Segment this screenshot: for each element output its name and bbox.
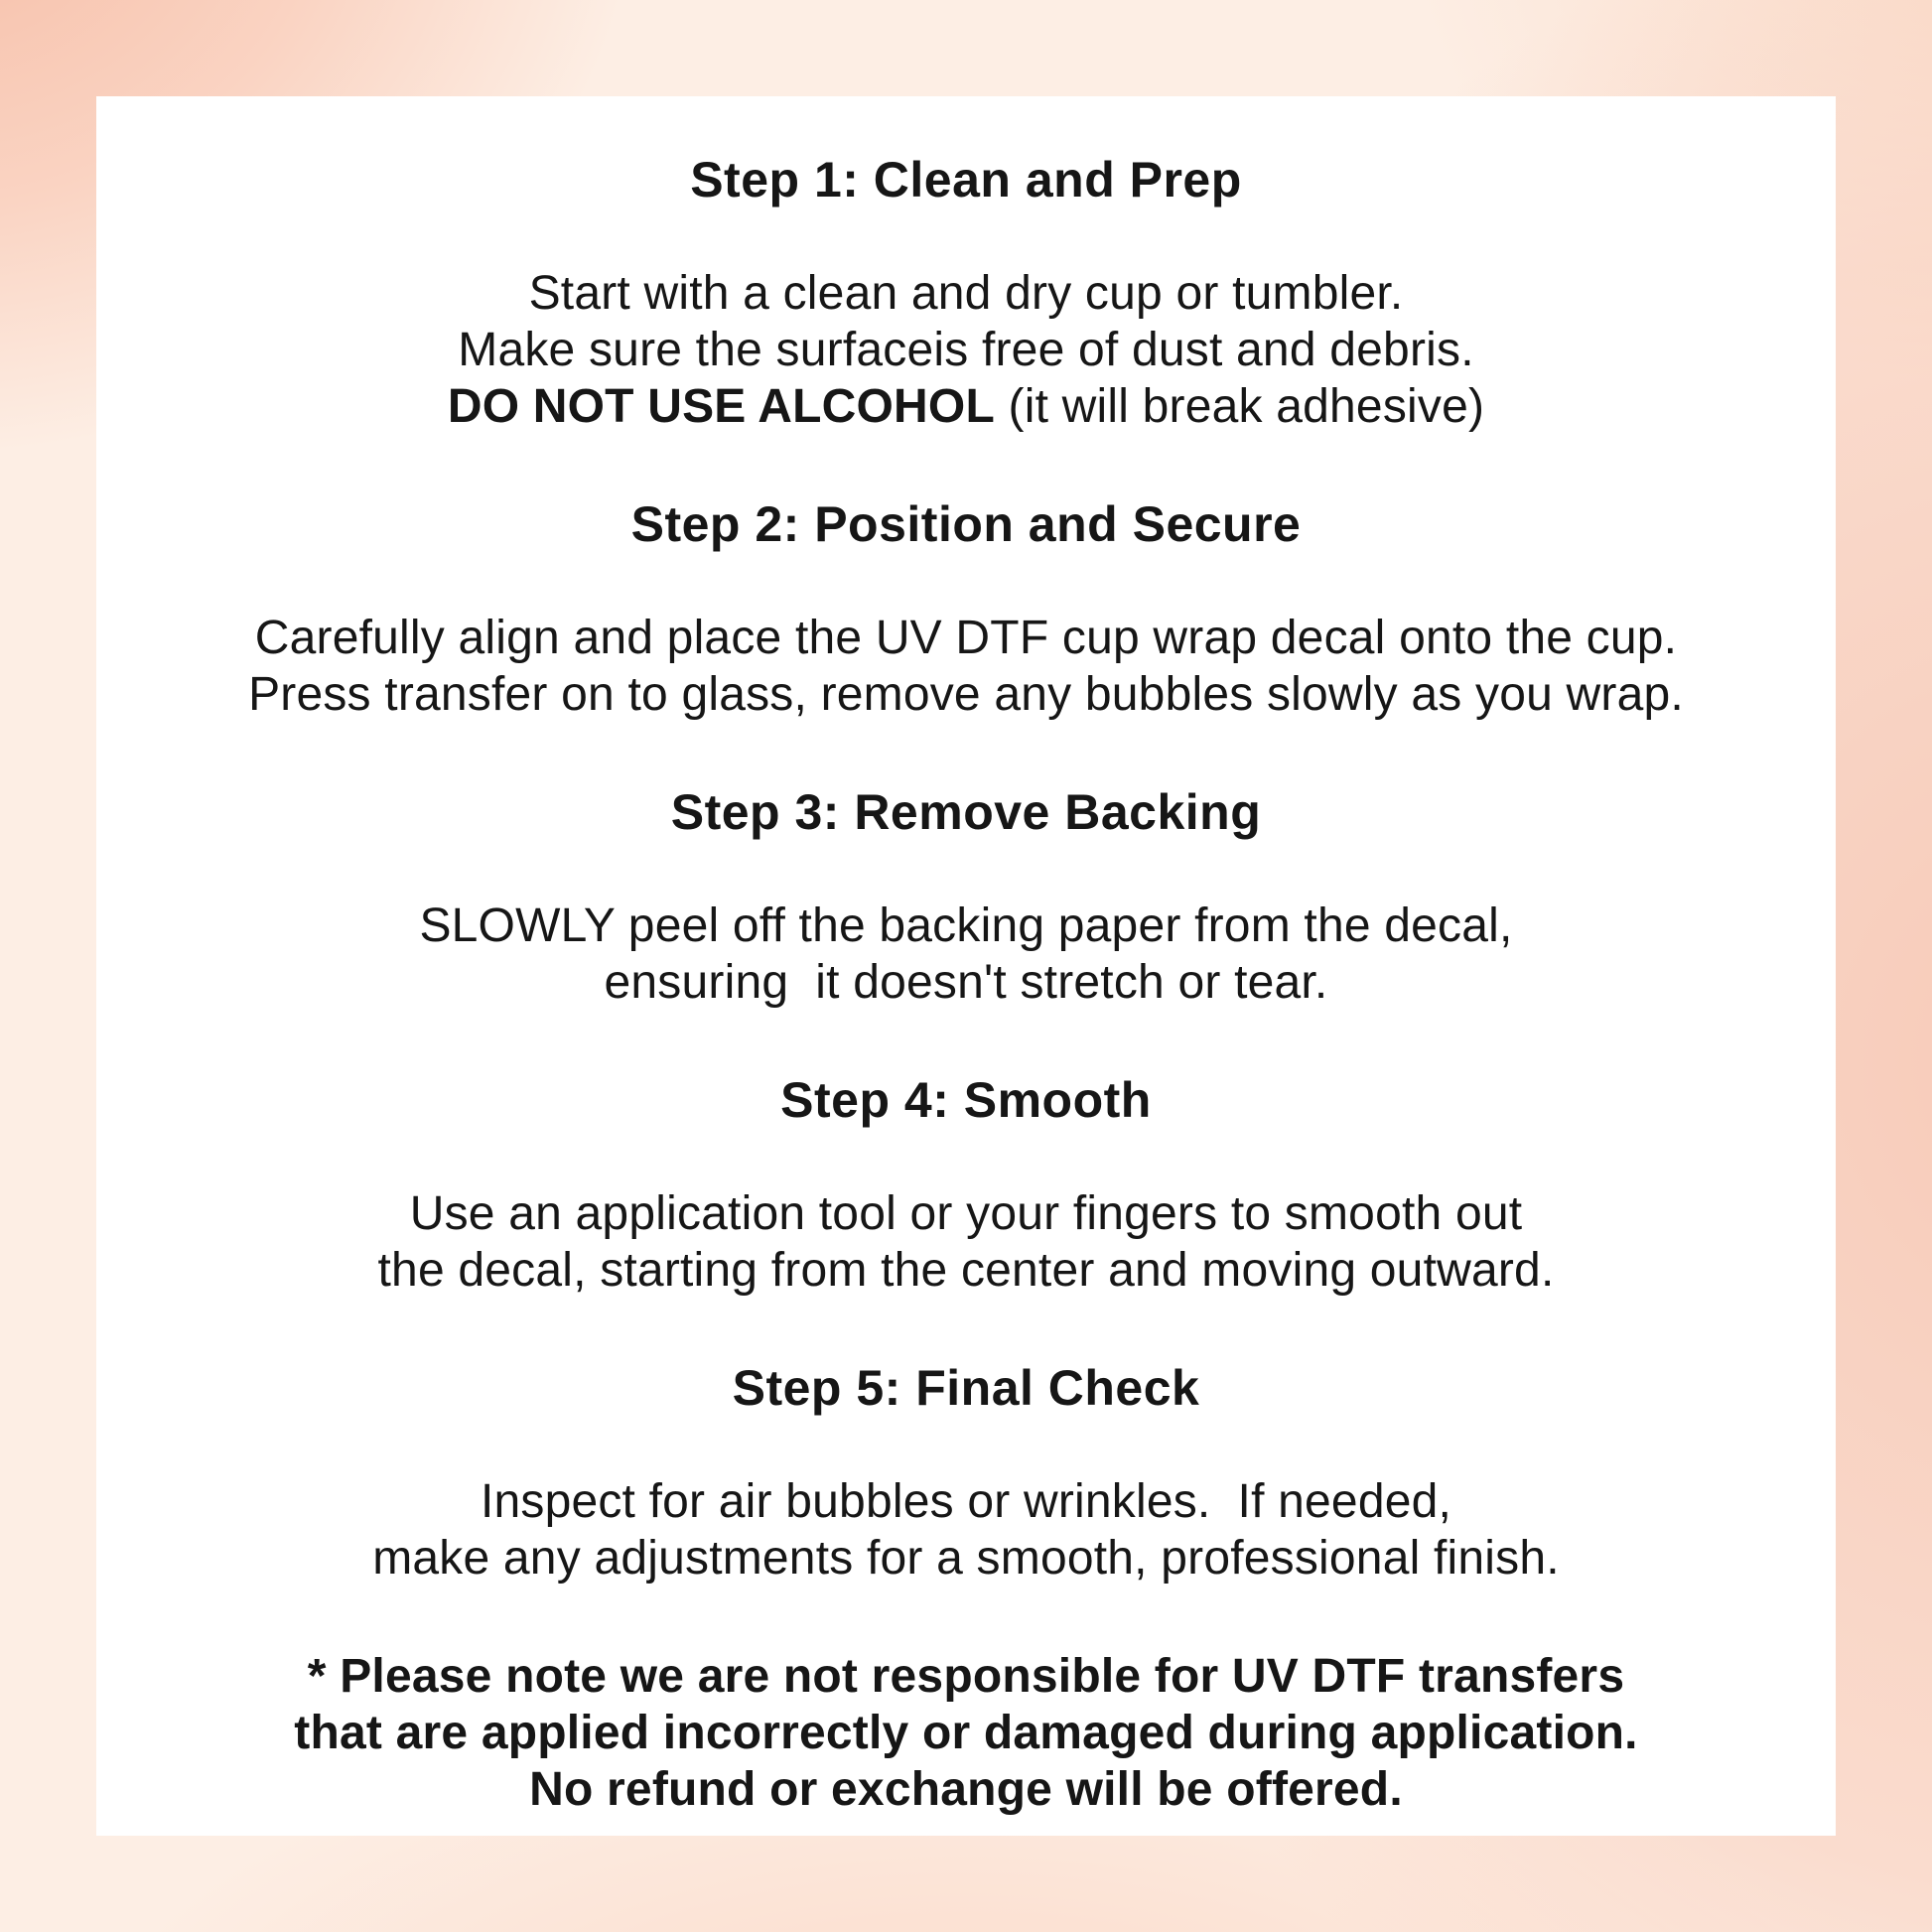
step-3-line-2: ensuring it doesn't stretch or tear. (604, 956, 1328, 1009)
step-1-section (126, 152, 1806, 435)
disclaimer-section (126, 1648, 1806, 1818)
step-1-alcohol-bold: DO NOT USE ALCOHOL (447, 380, 995, 433)
disclaimer-line-2: that are applied incorrectly or damaged during application. (294, 1707, 1638, 1759)
step-3-section (126, 784, 1806, 1011)
instruction-card (96, 96, 1836, 1836)
step-1-line-2: Make sure the surfaceis free of dust and debris. (458, 324, 1474, 376)
step-4-line-2: the decal, starting from the center and moving outward. (377, 1244, 1555, 1297)
step-2-line-1: Carefully align and place the UV DTF cup wrap decal onto the cup. (254, 612, 1678, 664)
disclaimer-line-3: No refund or exchange will be offered. (529, 1763, 1403, 1816)
step-5-section (126, 1360, 1806, 1587)
step-5-heading: Step 5: Final Check (732, 1360, 1200, 1416)
step-1-alcohol-note (126, 378, 1806, 435)
step-5-line-1: Inspect for air bubbles or wrinkles. If needed, (480, 1475, 1452, 1528)
step-1-alcohol-rest: (it will break adhesive) (994, 380, 1485, 433)
step-2-section (126, 496, 1806, 723)
step-4-line-1: Use an application tool or your fingers to smooth out (409, 1187, 1523, 1240)
step-4-section (126, 1072, 1806, 1299)
step-1-heading: Step 1: Clean and Prep (690, 152, 1242, 207)
step-3-heading: Step 3: Remove Backing (670, 784, 1262, 840)
step-5-line-2: make any adjustments for a smooth, professional finish. (372, 1532, 1560, 1585)
step-2-heading: Step 2: Position and Secure (630, 496, 1302, 552)
step-2-line-2: Press transfer on to glass, remove any bubbles slowly as you wrap. (248, 668, 1684, 721)
step-1-line-1: Start with a clean and dry cup or tumbler. (528, 267, 1404, 320)
step-4-heading: Step 4: Smooth (780, 1072, 1152, 1128)
disclaimer-line-1: * Please note we are not responsible for UV DTF transfers (307, 1650, 1625, 1703)
step-3-line-1: SLOWLY peel off the backing paper from the decal, (419, 899, 1513, 952)
